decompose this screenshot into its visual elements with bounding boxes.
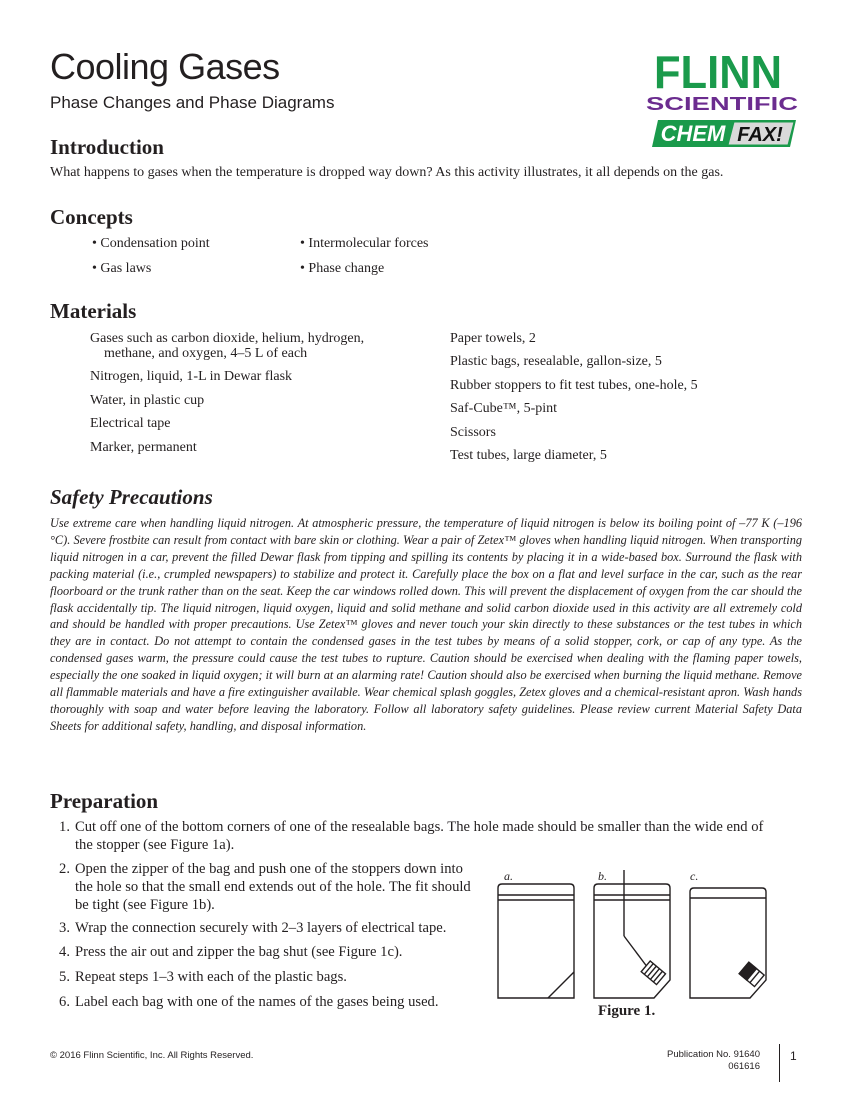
step-text: Repeat steps 1–3 with each of the plastic bags.	[75, 969, 347, 985]
step-text: Press the air out and zipper the bag shut (see Figure 1c).	[75, 944, 403, 960]
logo-flinn-text: FLINN	[654, 48, 782, 98]
material-item: Electrical tape	[90, 416, 171, 431]
concept-item: • Intermolecular forces	[300, 236, 429, 251]
figure-caption: Figure 1.	[598, 1003, 656, 1019]
figure-label-c: c.	[690, 869, 699, 883]
material-item: Water, in plastic cup	[90, 393, 205, 408]
step-number: 6.	[59, 994, 70, 1010]
step-text: Open the zipper of the bag and push one of the stoppers down into	[75, 861, 463, 877]
flinn-scientific-logo	[636, 48, 800, 152]
preparation-heading: Preparation	[50, 789, 159, 813]
footer-divider	[779, 1044, 780, 1082]
introduction-heading: Introduction	[50, 135, 164, 159]
materials-heading: Materials	[50, 299, 137, 323]
material-item: Paper towels, 2	[450, 331, 536, 346]
concept-item: • Condensation point	[92, 236, 210, 251]
material-item: Scissors	[450, 425, 496, 440]
step-text: Cut off one of the bottom corners of one of the resealable bags. The hole made should be smaller than the wide end of	[75, 819, 764, 835]
step-number: 1.	[59, 819, 70, 835]
logo-fax-text: FAX!	[737, 124, 783, 146]
preparation-step	[50, 818, 810, 858]
material-item: Test tubes, large diameter, 5	[450, 448, 607, 463]
concepts-heading: Concepts	[50, 205, 133, 229]
safety-heading: Safety Precautions	[50, 485, 213, 509]
material-item: Marker, permanent	[90, 440, 197, 455]
step-text: Label each bag with one of the names of the gases being used.	[75, 994, 439, 1010]
material-item: Nitrogen, liquid, 1-L in Dewar flask	[90, 369, 293, 384]
bag-b	[594, 870, 670, 998]
step-number: 2.	[59, 861, 70, 877]
logo-scientific-text: SCIENTIFIC	[646, 94, 798, 114]
page-number: 1	[790, 1049, 797, 1063]
bag-a	[498, 884, 574, 998]
step-number: 5.	[59, 969, 70, 985]
publication-code: 061616	[728, 1061, 760, 1072]
step-number: 4.	[59, 944, 70, 960]
material-item: Gases such as carbon dioxide, helium, hydrogen,	[90, 331, 365, 346]
material-item-continued: methane, and oxygen, 4–5 L of each	[104, 346, 308, 361]
copyright-footer: © 2016 Flinn Scientific, Inc. All Rights Reserved.	[50, 1050, 254, 1061]
step-number: 3.	[59, 920, 70, 936]
material-item: Plastic bags, resealable, gallon-size, 5	[450, 354, 662, 369]
figure-label-b: b.	[598, 869, 607, 883]
step-text: the stopper (see Figure 1a).	[75, 837, 235, 853]
page-subtitle: Phase Changes and Phase Diagrams	[50, 93, 335, 112]
page-title: Cooling Gases	[50, 46, 280, 87]
bag-c	[690, 888, 766, 998]
publication-number-text: Publication No. 91640	[667, 1049, 760, 1060]
figure-1-bag-diagram	[490, 868, 810, 1008]
step-text: Wrap the connection securely with 2–3 layers of electrical tape.	[75, 920, 447, 936]
step-text: the hole so that the small end extends out of the hole. The fit should	[75, 879, 471, 895]
material-item: Rubber stoppers to fit test tubes, one-hole, 5	[450, 378, 698, 393]
figure-label-a: a.	[504, 869, 513, 883]
publication-number	[600, 1049, 760, 1073]
concept-item: • Phase change	[300, 261, 385, 276]
introduction-text: What happens to gases when the temperature is dropped way down? As this activity illustrates, it all depends on the gas.	[50, 165, 724, 180]
step-text: be tight (see Figure 1b).	[75, 897, 215, 913]
concept-item: • Gas laws	[92, 261, 152, 276]
logo-chem-text: CHEM	[660, 121, 726, 146]
material-item: Saf-Cube™, 5-pint	[450, 401, 558, 416]
safety-text: Use extreme care when handling liquid nitrogen. At atmospheric pressure, the temperature of liquid nitrogen is below its boiling point of –77 K (–196 °C). Severe frostbite can result from contact with bare skin or clothing. Wear a pair of Zetex™ gloves when handling liquid nitrogen. When transporting liquid nitrogen in a car, prevent the filled Dewar flask from tipping and spilling its contents by placing it in a wide-based box. Surround the flask with packing material (i.e., crumpled newspapers) to stabilize and protect it. Carefully place the box on a flat and level surface in the car, such as the rear floorboard or the trunk rather than on the seat. Keep the car windows rolled down. This will prevent the displacement of oxygen from the car should the flask accidentally tip. The liquid nitrogen, liquid oxygen, liquid and solid methane and solid carbon dioxide used in this activity are all extremely cold and should be handled with proper precautions. Use Zetex™ gloves and never touch your skin directly to these substances or the test tubes in which they are in contact. Do not attempt to contain the condensed gases in the test tubes by means of a solid stopper, cork, or cap of any type. As the condensed gases warm, the pressure could cause the test tubes to rupture. Caution should be exercised when dealing with the flaming paper towels, especially the one soaked in liquid oxygen; it will burn at an alarming rate! Caution should also be exercised when burning the liquid methane. Remove all flammable materials and have a fire extinguisher available. Wear chemical splash goggles, Zetex gloves and a chemical-resistant apron. Wash hands thoroughly with soap and water before leaving the laboratory. Follow all laboratory safety guidelines. Please review current Material Safety Data Sheets for additional safety, handling, and disposal information.	[50, 516, 802, 733]
